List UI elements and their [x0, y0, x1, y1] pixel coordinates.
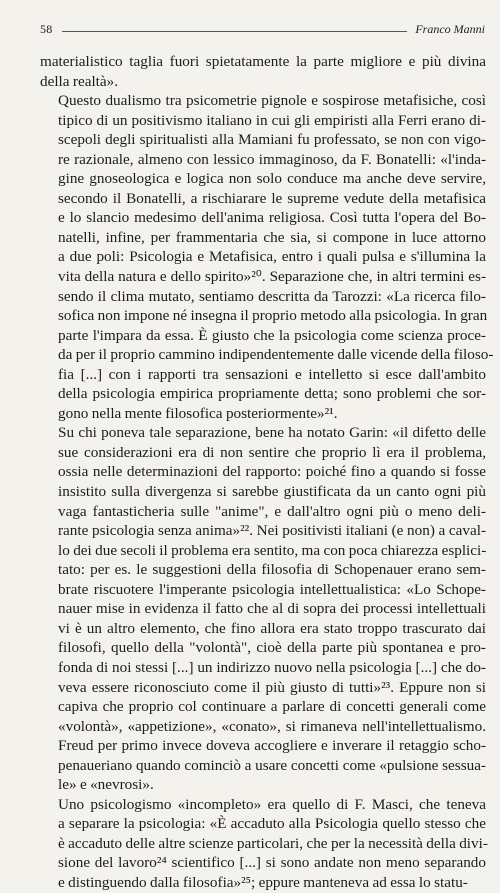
- text-line: e lo slancio medesimo dell'anima religiosa. Così tutta l'opera del Bo-: [58, 209, 486, 227]
- text-line: brate riscuotere l'imperante psicologia intellettualistica: «Lo Schope-: [58, 580, 486, 598]
- text-line: sendo il clima mutato, sentiamo descritta da Tarozzi: «La ricerca filo-: [58, 287, 486, 305]
- text-line: lo dei due secoli il problema era sentito, ma con poca chiarezza esplici-: [58, 541, 487, 559]
- running-title: Franco Manni: [415, 22, 485, 36]
- text-line: secondo il Bonatelli, a rischiarare le supreme vedute della metafisica: [58, 189, 486, 207]
- paragraph: [40, 423, 486, 794]
- page-number: 58: [40, 22, 53, 36]
- text-line: materialistico taglia fuori spietatamente la parte migliore e più divina: [40, 53, 486, 70]
- text-line: gono nella mente filosofica posteriormente»²¹.: [58, 404, 338, 422]
- text-line: è accaduto delle altre scienze particolari, che per la necessità della divi-: [58, 834, 488, 852]
- text-line: fia [...] con i rapporti tra sensazioni e intelletto si esce dall'ambito: [58, 365, 486, 383]
- text-line: le» e «nevrosi».: [58, 776, 154, 794]
- text-line: a separare la psicologia: «È accaduto alla Psicologia quello stesso che: [58, 815, 486, 833]
- text-line: fonda di noi stessi [...] un indirizzo nuovo nella psicologia [...] che do-: [58, 658, 486, 676]
- text-line: vita della natura e dello spirito»²⁰. Separazione che, in altri termini es-: [58, 268, 486, 286]
- text-line: veva essere riconosciuto come il più giusto di tutti»²³. Eppure non si: [58, 678, 486, 696]
- paragraph: [40, 52, 486, 91]
- text-line: Questo dualismo tra psicometrie pignole e sospirose metafisiche, così: [58, 92, 486, 110]
- text-line: della realtà».: [40, 72, 119, 90]
- running-header: [40, 22, 485, 38]
- paragraph: [40, 795, 486, 893]
- text-line: nauer mise in evidenza il fatto che al di sopra dei processi intellettuali: [58, 600, 486, 618]
- text-line: da per il proprio cammino indipendentemente dalle vicende della filoso-: [58, 346, 494, 364]
- text-line: vaga fantasticheria sulle "anime", e dall'altro ogni più o meno deli-: [58, 502, 486, 520]
- text-line: vi è un altro elemento, che fino allora era stato troppo trascurato dai: [58, 619, 486, 637]
- text-line: insistito sulla divergenza si sarebbe giustificata da un canto ogni più: [58, 483, 486, 501]
- body-text: [40, 52, 494, 893]
- text-line: scepoli degli spiritualisti alla Mamiani fu professato, se non con vigo-: [58, 131, 486, 149]
- header-rule: [62, 31, 407, 32]
- text-line: natelli, infine, per frammentaria che sia, si compone in luce attorno: [58, 228, 486, 246]
- text-line: sue considerazioni era di non sentire che proprio lì era il problema,: [58, 443, 486, 461]
- text-line: della psicologia empirica propriamente detta; sono problemi che sor-: [58, 385, 486, 403]
- text-line: «volontà», «appetizione», «conato», si rimaneva nell'intellettualismo.: [58, 717, 486, 735]
- text-line: re razionale, almeno con lessico immaginoso, da F. Bonatelli: «l'inda-: [58, 150, 486, 168]
- text-line: parte l'impara da essa. È giusto che la psicologia come scienza proce-: [58, 326, 486, 344]
- text-line: Freud per primo invece doveva accogliere e inverare il retaggio scho-: [58, 737, 486, 755]
- text-line: sofica non impone né insegna il proprio metodo alla psicologia. In gran: [58, 307, 488, 325]
- text-line: a due poli: Psicologia e Metafisica, entro i quali pulsa e s'illumina la: [58, 248, 486, 266]
- text-line: gine gnoseologica e logica non solo conduce ma anche deve servire,: [58, 170, 486, 188]
- text-line: ossia nelle determinazioni del rapporto: poiché fino a quando si fosse: [58, 463, 486, 481]
- text-line: Su chi poneva tale separazione, bene ha notato Garin: «il difetto delle: [58, 424, 486, 442]
- text-line: penaueriano quando cominciò a usare concetti come «pulsione sessua-: [58, 756, 486, 774]
- text-line: tato: per es. le suggestioni della filosofia di Schopenauer erano sem-: [58, 561, 486, 579]
- text-line: rante psicologia senza anima»²². Nei positivisti italiani (e non) a caval-: [58, 522, 486, 540]
- text-line: filosofi, quello della "volontà", cioè della parte più spontanea e pro-: [58, 639, 486, 657]
- text-line: e distinguendo dalla filosofia»²⁵; eppure manteneva ad essa lo statu-: [58, 873, 468, 891]
- text-line: capiva che proprio col continuare a parlare di concetti generali come: [58, 698, 486, 716]
- text-line: sione del lavoro²⁴ scientifico [...] si sono andate non meno separando: [58, 854, 486, 872]
- paragraph: [40, 91, 494, 423]
- text-line: tipico di un positivismo italiano in cui gli empiristi alla Ferri erano di-: [58, 111, 486, 129]
- text-line: Uno psicologismo «incompleto» era quello di F. Masci, che teneva: [58, 795, 486, 813]
